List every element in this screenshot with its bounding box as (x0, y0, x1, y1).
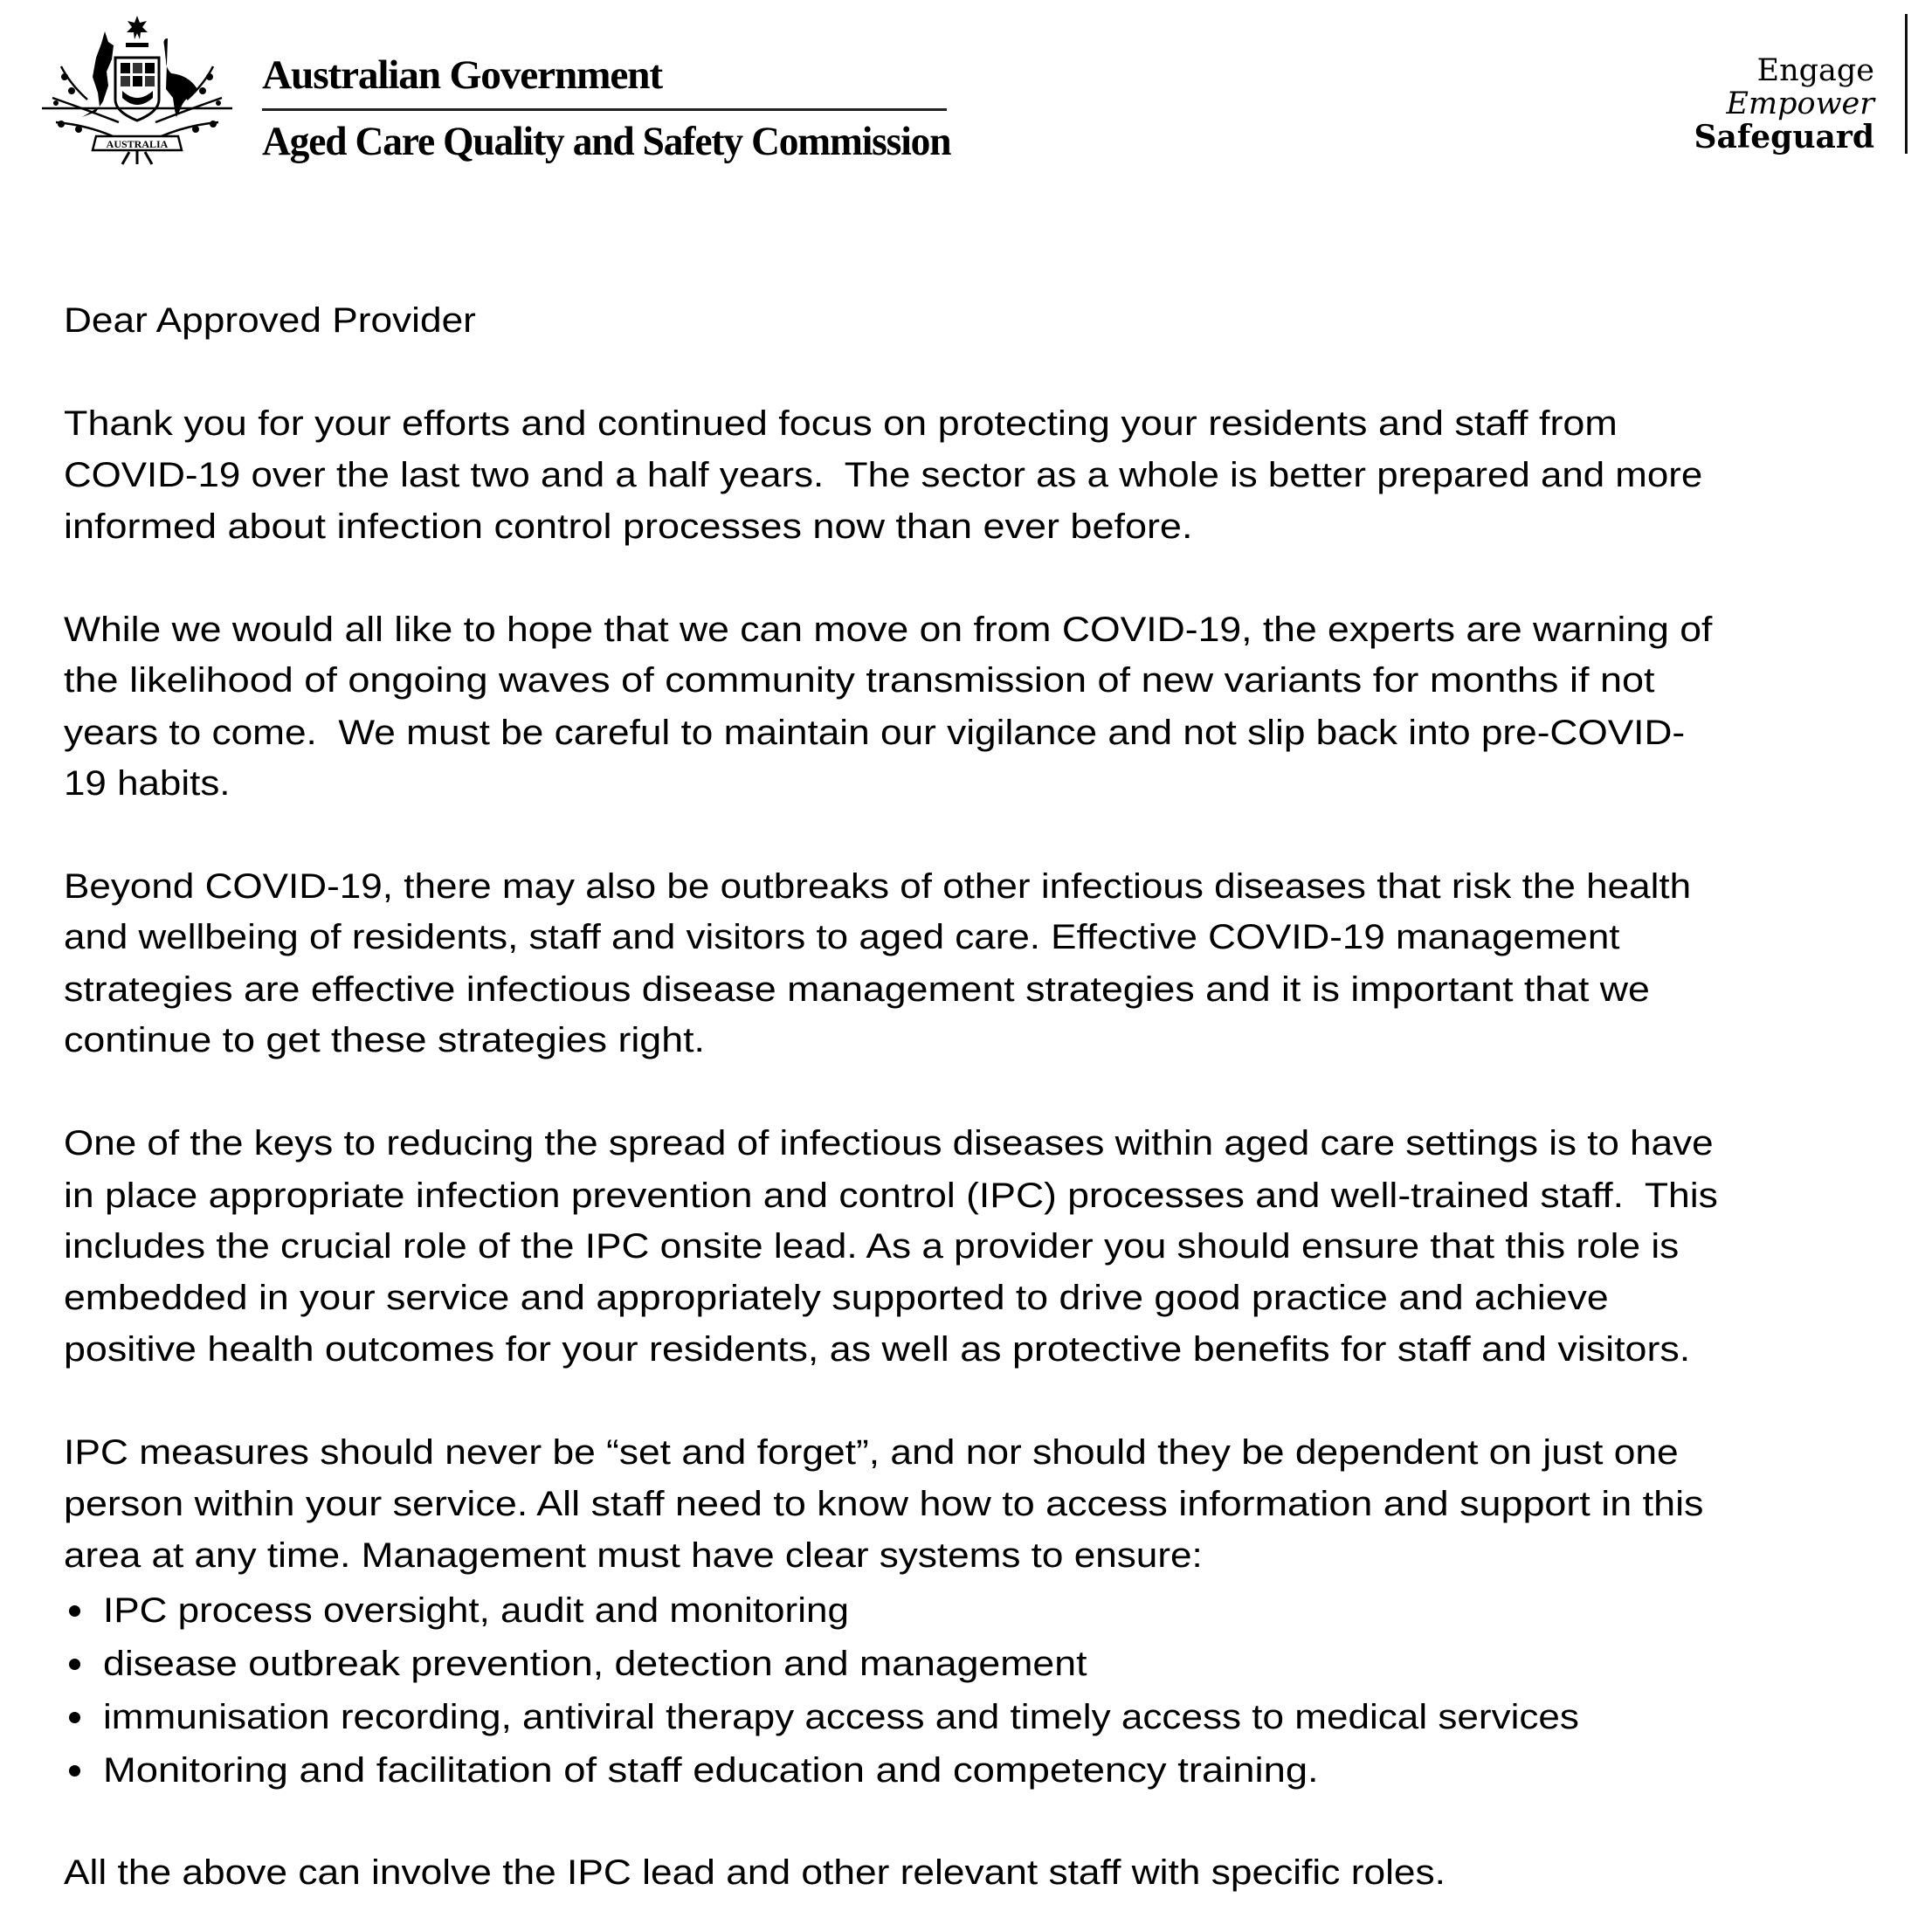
paragraph-line: and wellbeing of residents, staff and visitors to aged care. Effective COVID-19 management (64, 918, 1620, 956)
bullet-icon (64, 1749, 85, 1792)
salutation: Dear Approved Provider (64, 301, 476, 340)
bullet-icon (64, 1642, 85, 1686)
bullet-text: Monitoring and facilitation of staff education and competency training. (103, 1751, 1319, 1790)
paragraph-line: area at any time. Management must have clear systems to ensure: (64, 1536, 1203, 1575)
government-title: Australian Government (262, 52, 662, 98)
star-icon (127, 16, 148, 39)
bullet-icon (64, 1589, 85, 1632)
paragraph-line: embedded in your service and appropriately supported to drive good practice and achieve (64, 1279, 1609, 1317)
paragraph-line: strategies are effective infectious disease management strategies and it is important that we (64, 970, 1650, 1009)
bullet-text: immunisation recording, antiviral therapy access and timely access to medical services (103, 1698, 1579, 1736)
bullet-text: IPC process oversight, audit and monitoring (103, 1591, 849, 1630)
header-divider (262, 108, 947, 111)
crest-scroll-label: AUSTRALIA (106, 138, 169, 150)
paragraph-line: person within your service. All staff need to know how to access information and support in this (64, 1485, 1704, 1523)
tagline-empower: Empower (1726, 86, 1874, 121)
paragraph-line: While we would all like to hope that we can move on from COVID-19, the experts are warning of (64, 611, 1713, 649)
paragraph-line: Thank you for your efforts and continued focus on protecting your residents and staff from (64, 404, 1618, 443)
emu-icon (164, 38, 198, 117)
tagline (1694, 54, 1874, 154)
paragraph-line: 19 habits. (64, 764, 231, 803)
tagline-engage: Engage (1756, 53, 1874, 88)
bullet-icon (64, 1695, 85, 1739)
paragraph-line: COVID-19 over the last two and a half years. The sector as a whole is better prepared and more (64, 456, 1703, 494)
tagline-safeguard: Safeguard (1694, 119, 1874, 155)
commonwealth-coat-of-arms-logo (35, 14, 239, 168)
paragraph-line: Beyond COVID-19, there may also be outbreaks of other infectious diseases that risk the health (64, 867, 1692, 906)
paragraph-line: informed about infection control processes now than ever before. (64, 507, 1193, 546)
paragraph-line: includes the crucial role of the IPC onsite lead. As a provider you should ensure that this role is (64, 1227, 1680, 1266)
paragraph-line: the likelihood of ongoing waves of community transmission of new variants for months if not (64, 661, 1655, 700)
paragraph-line: One of the keys to reducing the spread of infectious diseases within aged care settings is to have (64, 1124, 1714, 1163)
paragraph-line: positive health outcomes for your residents, as well as protective benefits for staff and visitors. (64, 1330, 1691, 1369)
paragraph-line: IPC measures should never be “set and forget”, and nor should they be dependent on just one (64, 1433, 1679, 1472)
kangaroo-icon (82, 31, 114, 117)
tagline-divider (1905, 14, 1908, 154)
paragraph-line: years to come. We must be careful to maintain our vigilance and not slip back into pre-COVID- (64, 714, 1686, 752)
paragraph-line: continue to get these strategies right. (64, 1021, 705, 1059)
paragraph-line: in place appropriate infection prevention and control (IPC) processes and well-trained staff. This (64, 1176, 1718, 1215)
agency-title: Aged Care Quality and Safety Commission (262, 119, 951, 164)
closing-sentence: All the above can involve the IPC lead and other relevant staff with specific roles. (64, 1853, 1446, 1892)
bullet-text: disease outbreak prevention, detection and management (103, 1645, 1087, 1683)
